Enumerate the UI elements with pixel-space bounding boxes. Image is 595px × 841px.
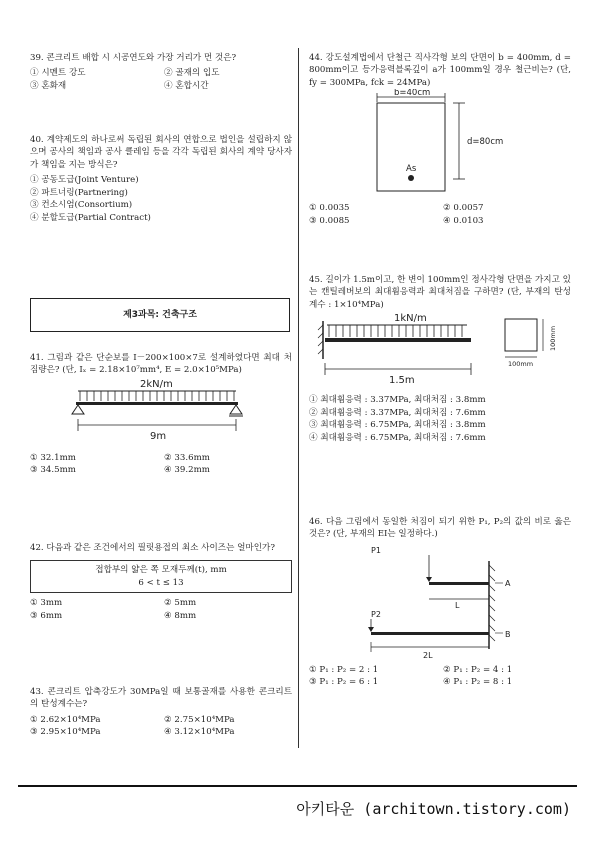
section-height-label: 100mm bbox=[549, 326, 557, 352]
question-stem: 45. 길이가 1.5m이고, 한 변이 100mm인 정사각형 단면을 가지고 있는 캔틸레버보의 최대휨응력과 최대처짐을 구하면? (단, 부재의 탄성계수 : 1×10⁴MPa) bbox=[309, 275, 571, 310]
option-4[interactable]: ④ 39.2mm bbox=[164, 465, 210, 476]
option-1[interactable]: ① P₁ : P₂ = 2 : 1 bbox=[309, 664, 379, 675]
question-45 bbox=[309, 274, 571, 444]
option-3[interactable]: ③ 2.95×10⁴MPa bbox=[30, 727, 101, 738]
option-4[interactable]: ④ 3.12×10⁴MPa bbox=[164, 727, 235, 738]
question-46 bbox=[309, 516, 571, 689]
beam-section-figure bbox=[309, 89, 571, 199]
option-4[interactable]: ④ 8mm bbox=[164, 610, 197, 621]
beam-a bbox=[429, 582, 489, 585]
depth-label: d=80cm bbox=[467, 137, 504, 148]
option-2[interactable]: ② 33.6mm bbox=[164, 452, 210, 463]
question-42 bbox=[30, 542, 292, 622]
option-1[interactable]: ① 3mm bbox=[30, 598, 63, 609]
beam bbox=[76, 402, 238, 405]
option-1[interactable]: ① 공동도급(Joint Venture) bbox=[30, 175, 139, 186]
two-cantilever-figure bbox=[309, 541, 571, 661]
span-label: 1.5m bbox=[389, 375, 415, 387]
option-2[interactable]: ② P₁ : P₂ = 4 : 1 bbox=[443, 664, 513, 675]
option-4[interactable]: ④ 혼합시간 bbox=[164, 80, 209, 91]
right-column bbox=[309, 52, 571, 752]
beam-a-label: A bbox=[505, 578, 511, 588]
option-3[interactable]: ③ P₁ : P₂ = 6 : 1 bbox=[309, 677, 379, 688]
option-3[interactable]: ③ 컨소시엄(Consortium) bbox=[30, 200, 133, 211]
width-label: b=40cm bbox=[394, 89, 431, 99]
option-1[interactable]: ① 시멘트 강도 bbox=[30, 68, 86, 79]
question-stem: 41. 그림과 같은 단순보를 I－200×100×7로 설계하였다면 최대 처짐량은? (단, Iₓ = 2.18×10⁷mm⁴, E = 2.0×10⁵MPa) bbox=[30, 353, 292, 376]
option-4[interactable]: ④ 분할도급(Partial Contract) bbox=[30, 212, 151, 223]
option-2[interactable]: ② 5mm bbox=[164, 598, 197, 609]
option-1[interactable]: ① 2.62×10⁴MPa bbox=[30, 714, 101, 725]
rebar-label: As bbox=[406, 164, 417, 175]
load-label: 1kN/m bbox=[394, 313, 427, 325]
option-1[interactable]: ① 0.0035 bbox=[309, 203, 350, 214]
option-3[interactable]: ③ 혼화재 bbox=[30, 80, 67, 91]
question-stem: 40. 계약제도의 하나로써 독립된 회사의 연합으로 법인을 설립하지 않으며 공사의 책임과 공사 클레임 등을 각각 독립된 회사의 계약 당사자가 책임을 지는 방식은? bbox=[30, 135, 292, 170]
question-43 bbox=[30, 686, 292, 739]
question-stem: 42. 다음과 같은 조건에서의 필릿용접의 최소 사이즈는 얼마인가? bbox=[30, 543, 275, 553]
pin-support bbox=[72, 405, 84, 414]
question-40 bbox=[30, 134, 292, 224]
option-3[interactable]: ③ 6mm bbox=[30, 610, 63, 621]
option-4[interactable]: ④ 0.0103 bbox=[443, 215, 484, 226]
column-divider bbox=[298, 48, 299, 748]
option-3[interactable]: ③ 0.0085 bbox=[309, 215, 350, 226]
distributed-load-arrows bbox=[329, 325, 462, 337]
l-label: L bbox=[455, 600, 460, 610]
option-4[interactable]: ④ P₁ : P₂ = 8 : 1 bbox=[443, 677, 513, 688]
2l-label: 2L bbox=[423, 650, 433, 660]
section-width-label: 100mm bbox=[508, 360, 534, 369]
option-2[interactable]: ② 2.75×10⁴MPa bbox=[164, 714, 235, 725]
beam-b bbox=[371, 632, 489, 635]
condition-box bbox=[30, 560, 292, 593]
option-2[interactable]: ② 0.0057 bbox=[443, 203, 484, 214]
subject-heading: 제3과목: 건축구조 bbox=[30, 298, 290, 332]
beam-b-label: B bbox=[505, 629, 511, 639]
beam bbox=[325, 338, 471, 342]
left-column bbox=[30, 52, 292, 752]
question-41 bbox=[30, 352, 292, 477]
option-1[interactable]: ① 최대휨응력 : 3.37MPa, 최대처짐 : 3.8mm bbox=[309, 395, 486, 406]
roller-support bbox=[230, 405, 242, 414]
option-4[interactable]: ④ 최대휨응력 : 6.75MPa, 최대처짐 : 7.6mm bbox=[309, 432, 486, 443]
question-stem: 46. 다음 그림에서 동일한 처짐이 되기 위한 P₁, P₂의 값의 비로 옳은 것은? (단, 부재의 EI는 일정하다.) bbox=[309, 517, 571, 540]
rebar bbox=[408, 175, 414, 181]
square-section bbox=[505, 319, 537, 351]
p1-label: P1 bbox=[371, 545, 381, 555]
span-label: 9m bbox=[150, 430, 167, 442]
option-2[interactable]: ② 파트너링(Partnering) bbox=[30, 187, 128, 198]
simple-beam-figure bbox=[30, 377, 292, 449]
option-2[interactable]: ② 최대휨응력 : 3.37MPa, 최대처짐 : 7.6mm bbox=[309, 407, 486, 418]
footer-rule bbox=[18, 785, 577, 787]
question-stem: 39. 콘크리트 배합 시 시공연도와 가장 거리가 먼 것은? bbox=[30, 53, 237, 63]
footer-text: 아키타운 (architown.tistory.com) bbox=[296, 800, 571, 818]
option-3[interactable]: ③ 최대휨응력 : 6.75MPa, 최대처짐 : 3.8mm bbox=[309, 420, 486, 431]
option-1[interactable]: ① 32.1mm bbox=[30, 452, 76, 463]
option-2[interactable]: ② 골재의 입도 bbox=[164, 68, 220, 79]
condition-line-1: 접합부의 얇은 쪽 모재두께(t), mm bbox=[95, 565, 227, 576]
question-stem: 43. 콘크리트 압축강도가 30MPa일 때 보통골재를 사용한 콘크리트의 탄성계수는? bbox=[30, 687, 292, 710]
distributed-load-arrows bbox=[80, 391, 234, 401]
question-stem: 44. 강도설계법에서 단철근 직사각형 보의 단면이 b = 400mm, d = 800mm이고 등가응력블록깊이 a가 100mm일 경우 철근비는? (단, fy = 300MPa, fck = 24MPa) bbox=[309, 53, 571, 88]
cantilever-figure bbox=[309, 311, 571, 391]
condition-line-2: 6 < t ≤ 13 bbox=[138, 577, 184, 588]
question-39 bbox=[30, 52, 292, 92]
question-44 bbox=[309, 52, 571, 227]
load-label: 2kN/m bbox=[140, 378, 173, 390]
p2-label: P2 bbox=[371, 609, 381, 619]
option-3[interactable]: ③ 34.5mm bbox=[30, 465, 76, 476]
